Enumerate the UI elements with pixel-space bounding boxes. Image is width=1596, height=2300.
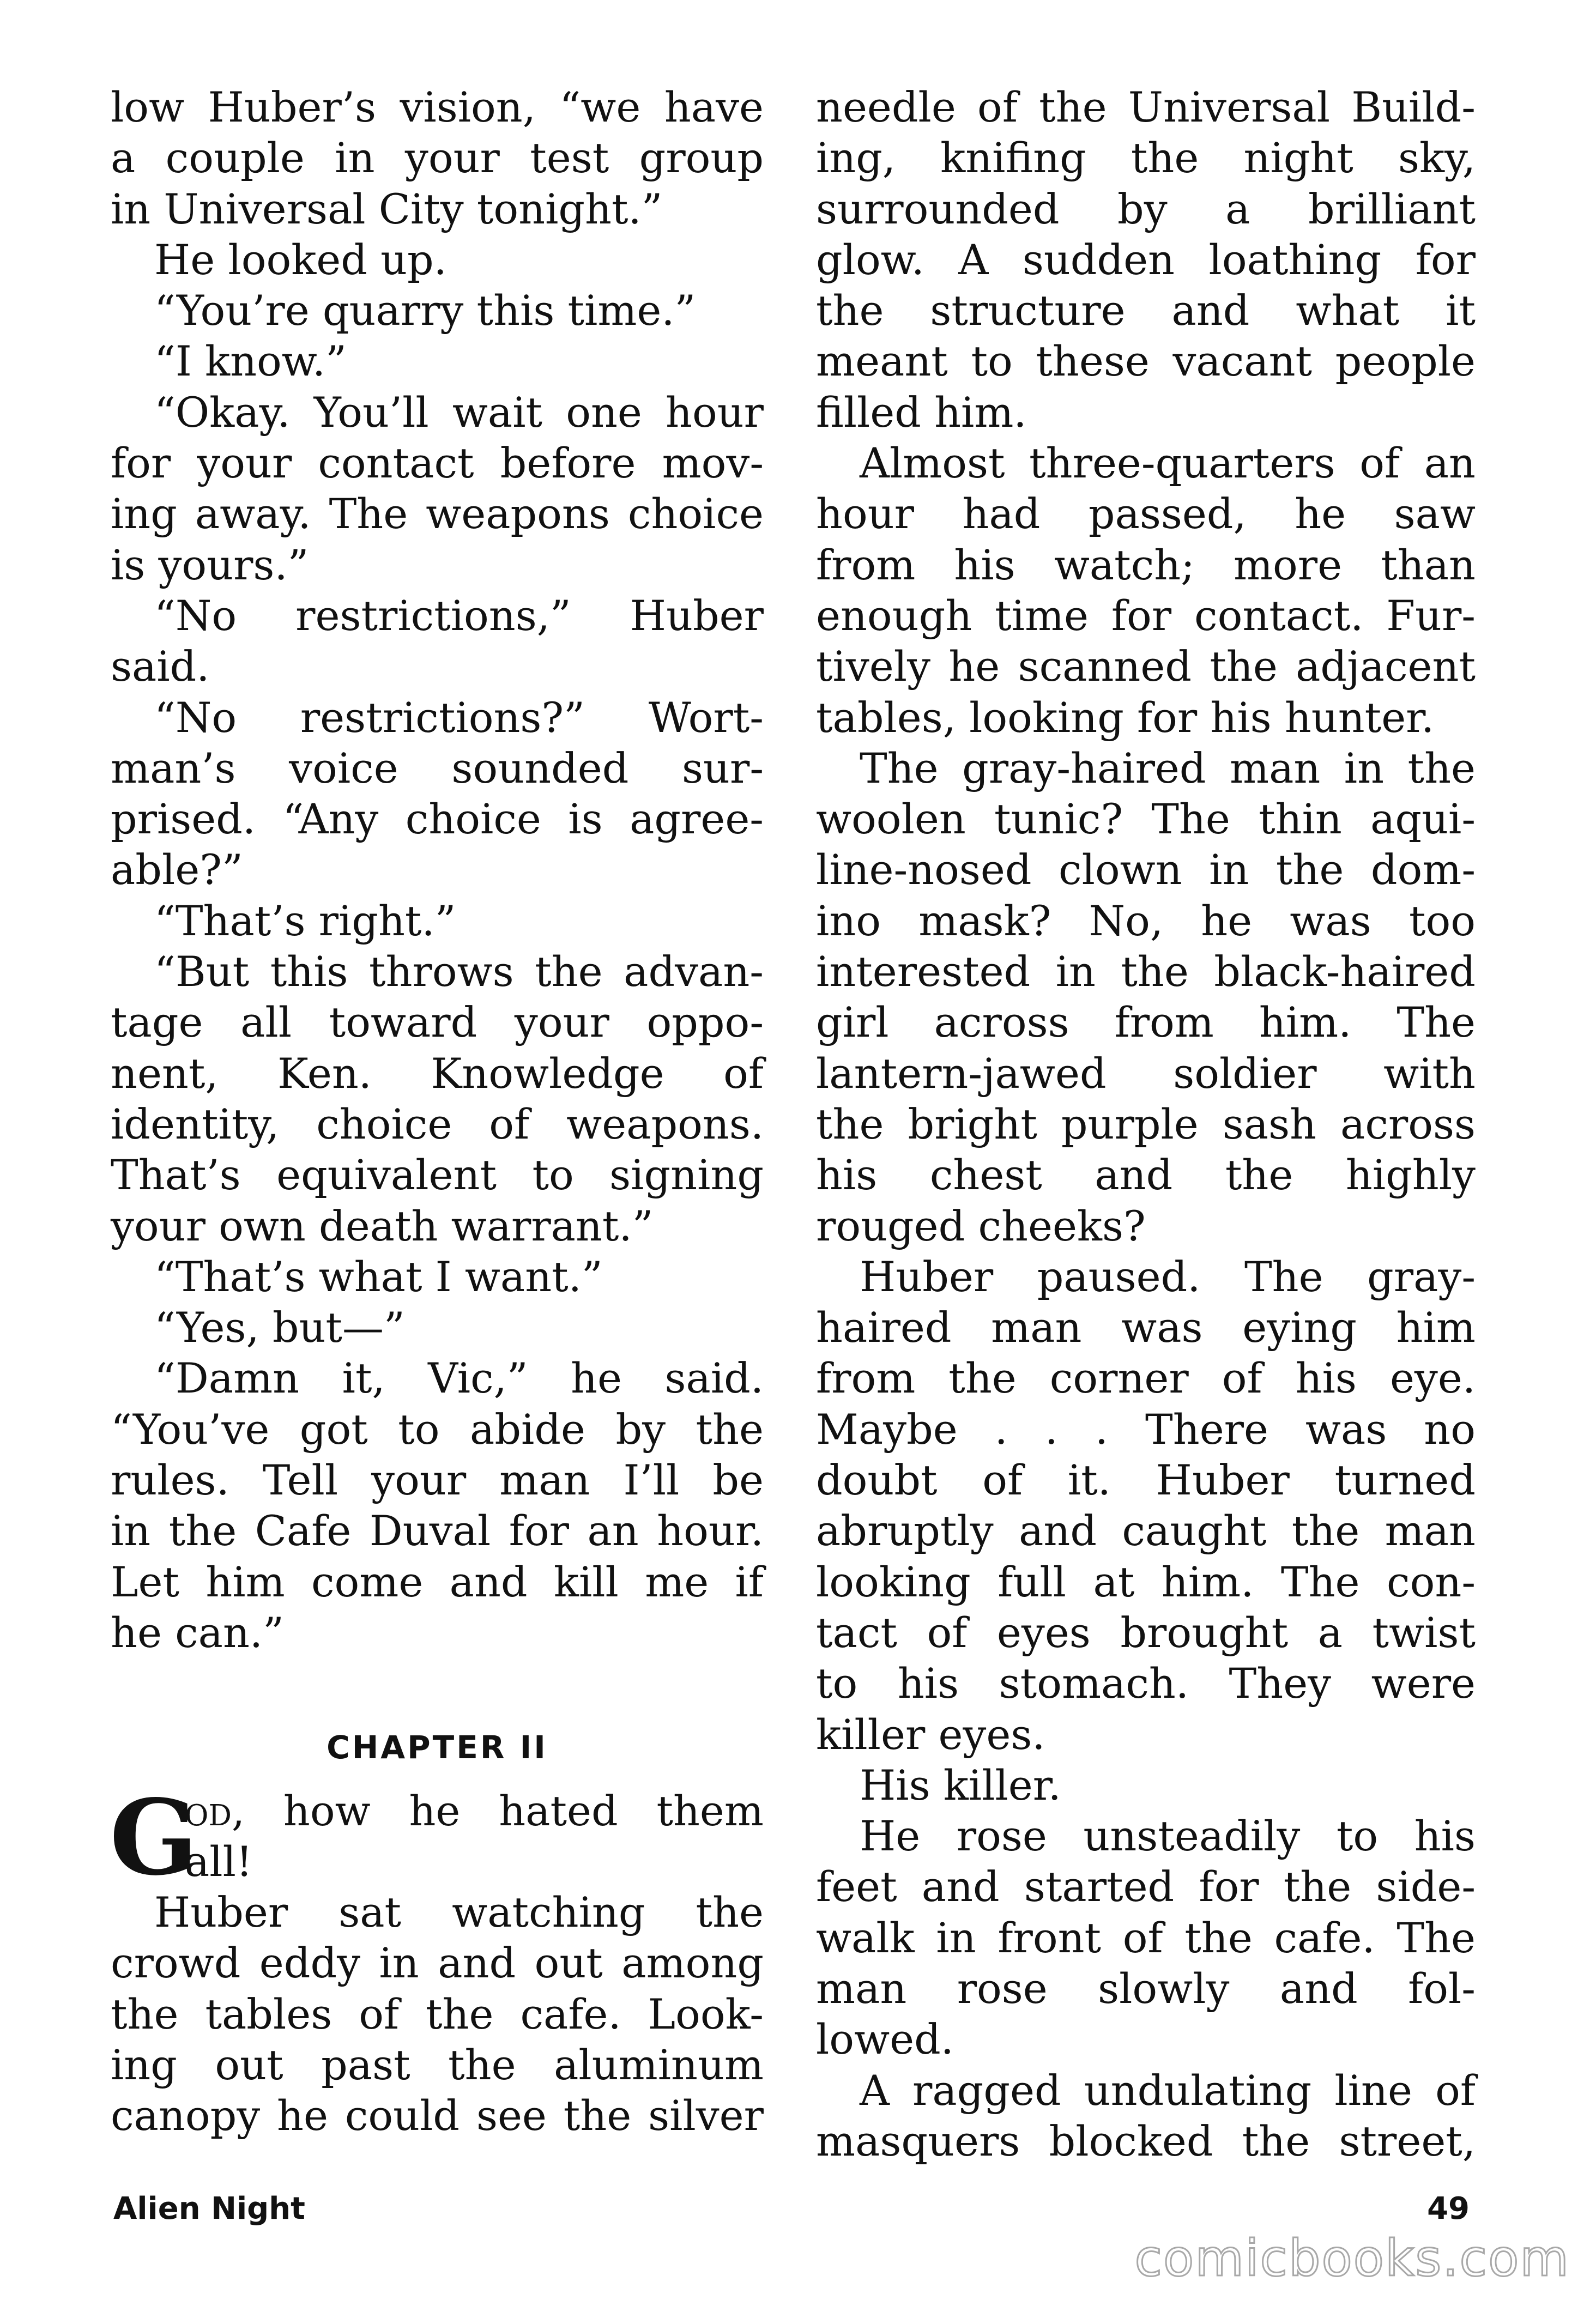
spacer [111,1658,764,1709]
text-line: the structure and what it [816,286,1476,335]
text-line: crowd eddy in and out among [111,1939,764,1988]
text-line: rules. Tell your man I’ll be [111,1456,764,1505]
text-line: He looked up. [154,235,447,284]
text-line: prised. “Any choice is agree- [111,795,764,844]
text-line: interested in the black-haired [816,947,1476,996]
text-line: feet and started for the side- [816,1862,1476,1911]
text-line: A ragged undulating line of [860,2066,1476,2115]
text-line: lowed. [816,2015,954,2064]
text-line: abruptly and caught the man [816,1506,1476,1555]
text-line: ing away. The weapons choice [111,489,764,538]
right-text-column [816,82,1476,2166]
text-line: That’s equivalent to signing [111,1151,764,1200]
text-line: tage all toward your oppo- [111,998,764,1047]
text-line: low Huber’s vision, “we have [111,83,764,131]
text-line [111,1785,764,1836]
text-line: “You’re quarry this time.” [154,286,696,335]
text-line: needle of the Universal Build- [816,83,1476,131]
text-line: tact of eyes brought a twist [816,1608,1476,1657]
text-line: your own death warrant.” [111,1201,654,1250]
chapter-heading: CHAPTER II [327,1728,548,1766]
text-line: nent, Ken. Knowledge of [111,1049,764,1098]
text-line: Huber sat watching the [154,1888,764,1937]
text-line: “I know.” [154,337,347,386]
text-line: He rose unsteadily to his [860,1812,1476,1861]
text-line: “That’s what I want.” [154,1252,603,1301]
text-line: he can.” [111,1608,284,1657]
text-line: Huber paused. The gray- [860,1252,1476,1301]
text-line: “No restrictions,” Huber [154,591,764,640]
text-line: identity, choice of weapons. [111,1099,764,1148]
text-line: looking full at him. The con- [816,1557,1476,1606]
text-line: for your contact before mov- [111,439,764,488]
text-line: “That’s right.” [154,896,456,945]
text-line: surrounded by a brilliant [816,184,1476,233]
text-line: the bright purple sash across [816,1099,1476,1148]
text-line: his chest and the highly [816,1151,1476,1200]
text-line: able?” [111,845,243,894]
text-line: filled him. [816,388,1027,437]
text-line: tables, looking for his hunter. [816,693,1435,742]
text-line: is yours.” [111,540,309,589]
text-line: walk in front of the cafe. The [816,1913,1476,1962]
text-line: canopy he could see the silver [111,2091,764,2140]
text-line: His killer. [860,1760,1061,1809]
text-line: ing, knifing the night sky, [816,134,1476,183]
text-line: man’s voice sounded sur- [111,743,764,792]
text-line: “But this throws the advan- [154,947,764,996]
running-footer-title: Alien Night [113,2191,305,2226]
text-line: girl across from him. The [816,998,1476,1047]
text-line: the tables of the cafe. Look- [111,1989,764,2038]
text-line: “Okay. You’ll wait one hour [154,388,764,437]
text-line: enough time for contact. Fur- [816,591,1476,640]
text-line: lantern-jawed soldier with [816,1049,1476,1098]
text-line: ing out past the aluminum [111,2040,764,2089]
text-line: glow. A sudden loathing for [816,235,1476,284]
text-line: all! [185,1837,253,1886]
text-line: doubt of it. Huber turned [816,1456,1476,1505]
text-line-rest: how he hated them [283,1786,764,1835]
text-line: masquers blocked the street, [816,2116,1476,2165]
watermark: comicbooks.com [1134,2229,1570,2287]
text-line: ino mask? No, he was too [816,896,1476,945]
text-line: The gray-haired man in the [860,743,1476,792]
text-line: “Yes, but—” [154,1303,405,1352]
text-line: in Universal City tonight.” [111,184,663,233]
text-line: Maybe . . . There was no [816,1405,1476,1454]
text-line: in the Cafe Duval for an hour. [111,1506,764,1555]
text-line: a couple in your test group [111,134,764,183]
text-line: rouged cheeks? [816,1201,1146,1250]
text-line: “You’ve got to abide by the [111,1405,764,1454]
text-line: meant to these vacant people [816,337,1476,386]
text-line: woolen tunic? The thin aqui- [816,795,1476,844]
drop-cap-continuation: od, [185,1786,245,1835]
text-line: line-nosed clown in the dom- [816,845,1476,894]
page-number: 49 [1427,2191,1470,2226]
text-line: from his watch; more than [816,540,1476,589]
drop-cap: G [110,1776,198,1898]
text-line: “Damn it, Vic,” he said. [154,1354,764,1403]
text-line: Let him come and kill me if [111,1557,764,1606]
text-line: killer eyes. [816,1710,1045,1759]
text-line: said. [111,642,210,691]
left-text-column [111,82,764,2141]
text-line: hour had passed, he saw [816,489,1476,538]
text-line: haired man was eying him [816,1303,1476,1352]
text-line: “No restrictions?” Wort- [154,693,764,742]
text-line: Almost three-quarters of an [860,439,1476,488]
text-line: tively he scanned the adjacent [816,642,1476,691]
chapter-opening [110,1776,764,1898]
text-line: to his stomach. They were [816,1659,1476,1708]
text-line: from the corner of his eye. [816,1354,1476,1403]
text-line: man rose slowly and fol- [816,1964,1476,2013]
